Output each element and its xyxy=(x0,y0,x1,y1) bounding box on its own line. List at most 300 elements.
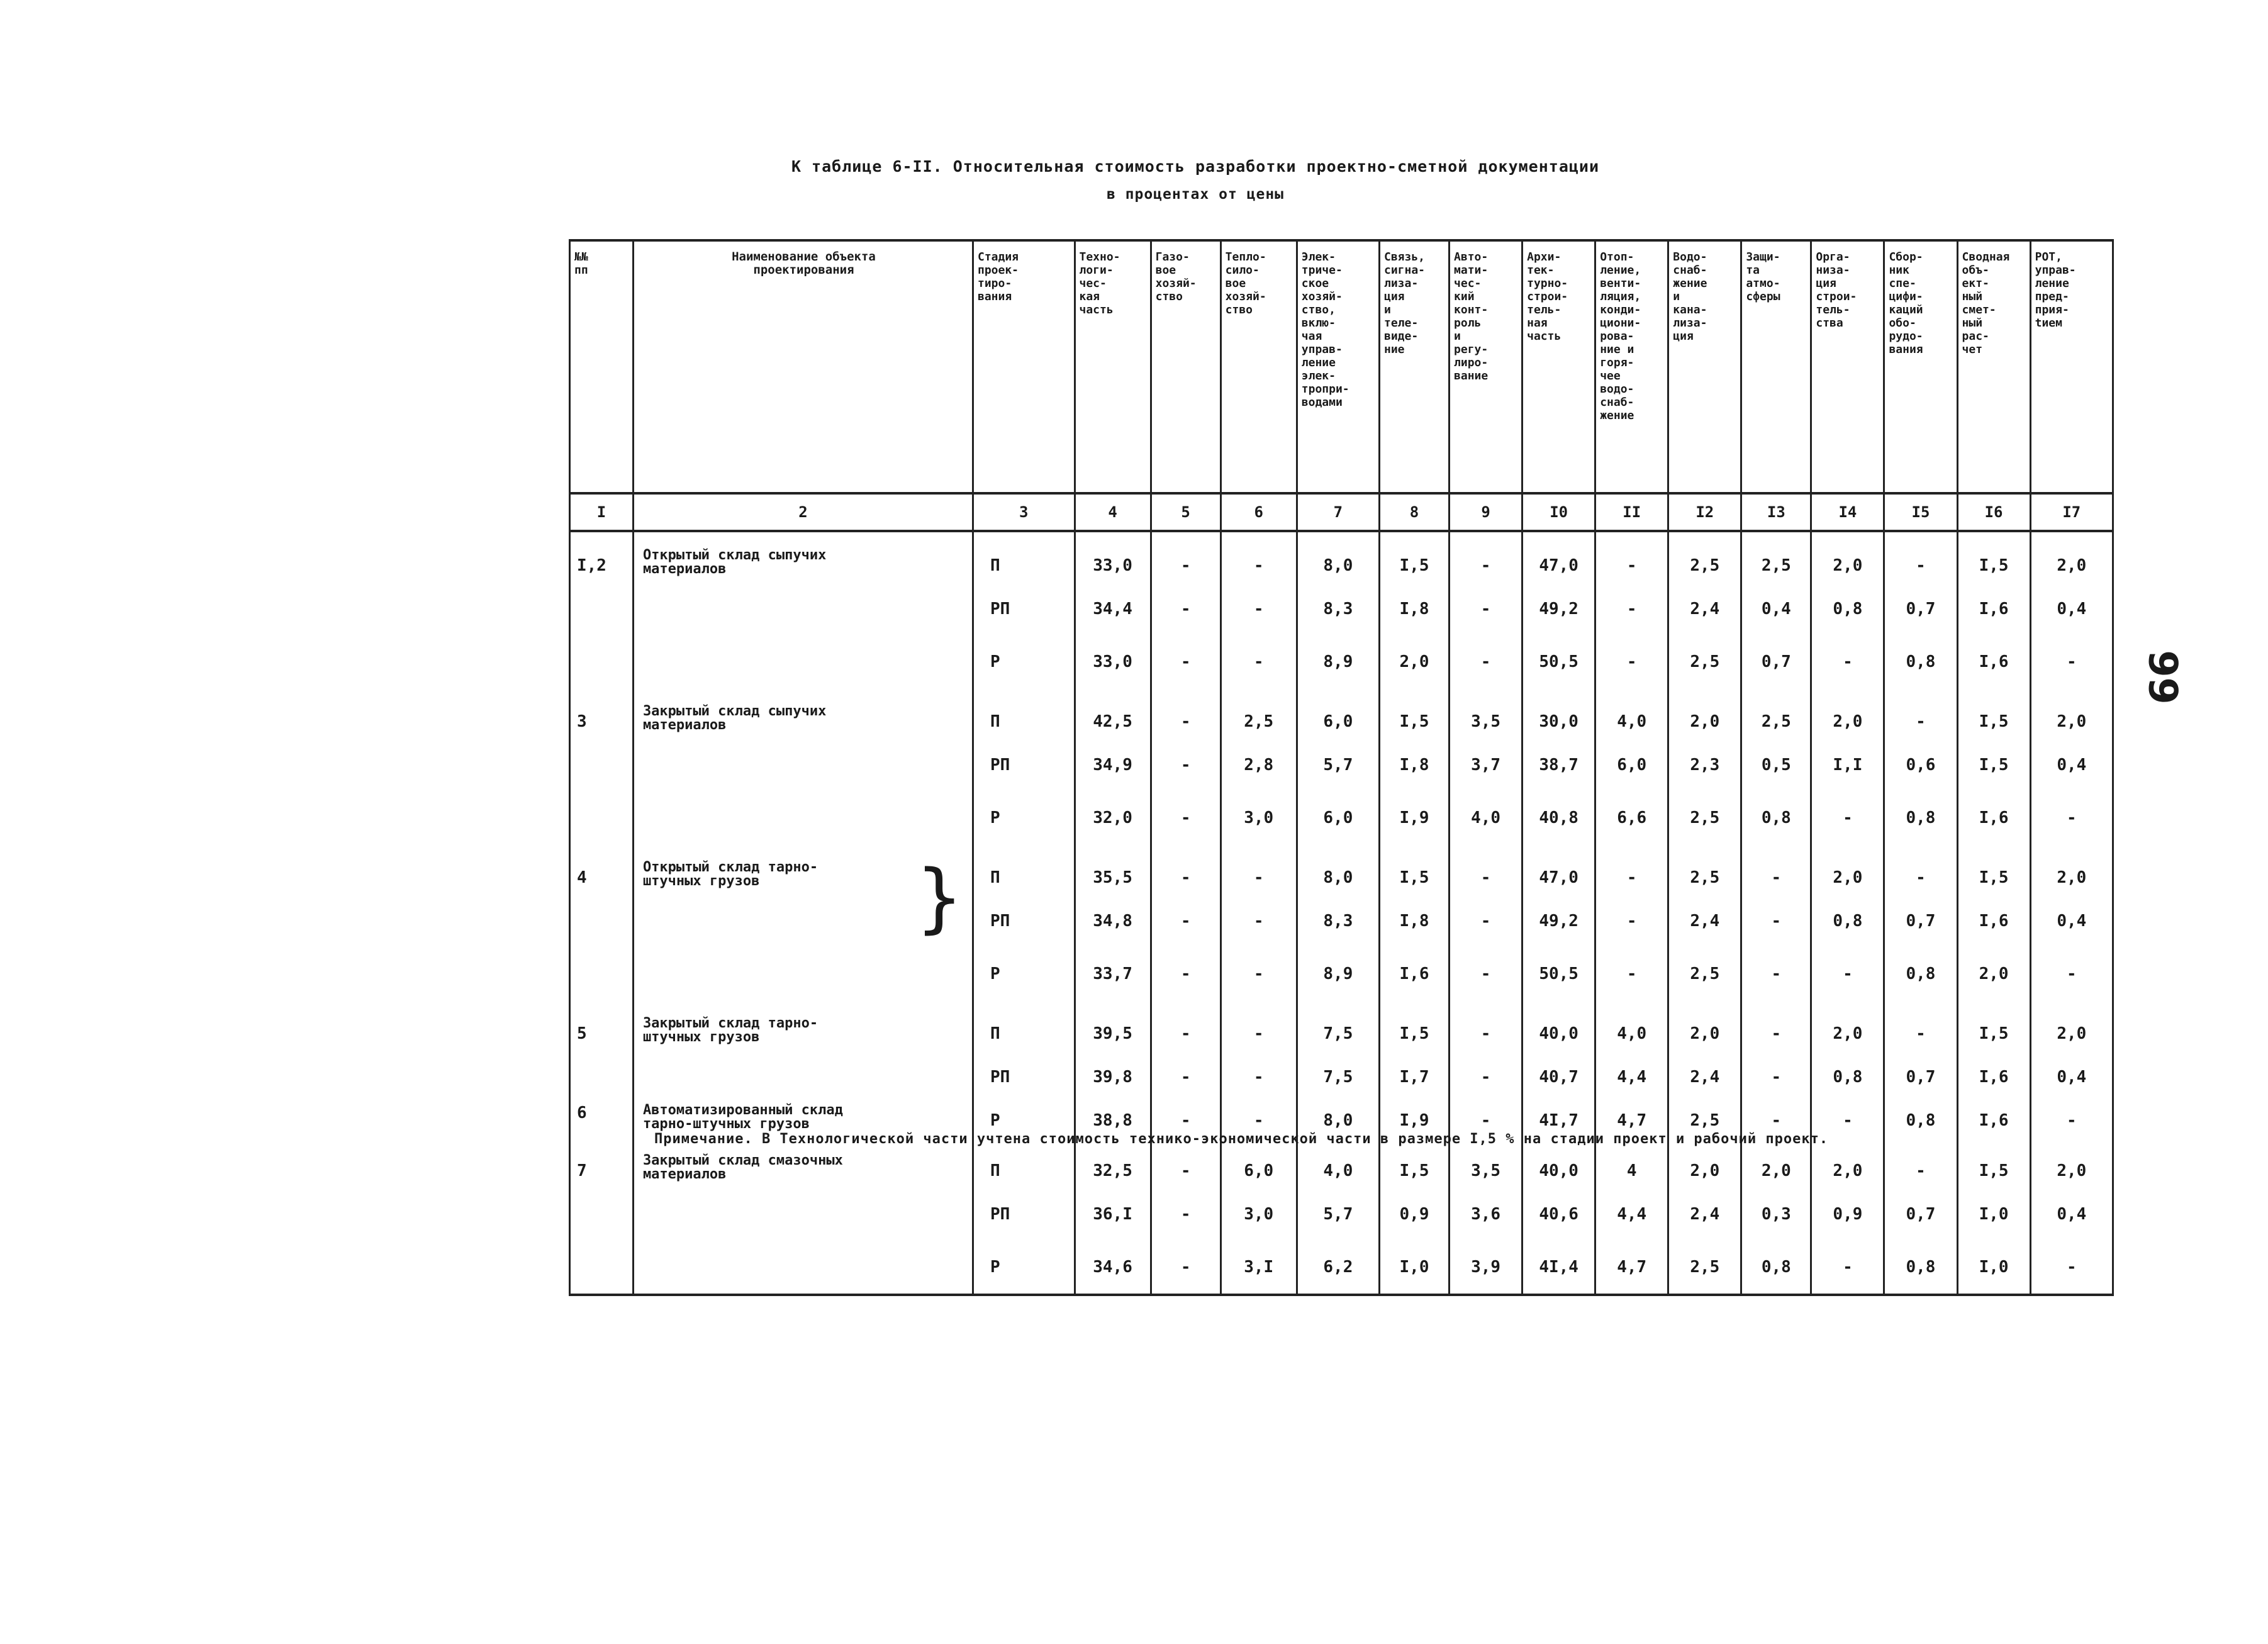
column-number-1: I xyxy=(570,493,634,531)
value-cell-col-5: - xyxy=(1151,948,1221,1000)
value-cell-col-4: 33,0 xyxy=(1075,635,1151,688)
value-cell-col-6: 2,5 xyxy=(1221,688,1297,739)
value-cell-col-12: 2,5 xyxy=(1668,635,1741,688)
value-cell-col-14: 0,8 xyxy=(1811,1051,1884,1104)
column-header-12: Водо- снаб- жение и кана- лиза- ция xyxy=(1668,240,1741,493)
value-cell-col-11: - xyxy=(1595,844,1668,895)
table-row xyxy=(570,1000,2113,1051)
table-row xyxy=(570,739,2113,791)
column-header-9: Авто- мати- чес- кий конт- роль и регу- лиро- вание xyxy=(1450,240,1522,493)
value-cell-col-15: - xyxy=(1884,1138,1957,1188)
value-cell-col-11: 4 xyxy=(1595,1138,1668,1188)
column-number-11: II xyxy=(1595,493,1668,531)
column-number-3: 3 xyxy=(973,493,1075,531)
value-cell-col-10: 40,6 xyxy=(1522,1188,1595,1241)
table-title: К таблице 6-II. Относительная стоимость разработки проектно-сметной документации xyxy=(791,157,1600,176)
value-cell-col-10: 38,7 xyxy=(1522,739,1595,791)
value-cell-col-7: 6,0 xyxy=(1297,791,1379,844)
value-cell-col-13: - xyxy=(1741,895,1811,948)
value-cell-col-8: I,5 xyxy=(1380,1000,1450,1051)
value-cell-col-4: 34,6 xyxy=(1075,1241,1151,1295)
value-cell-col-10: 49,2 xyxy=(1522,895,1595,948)
column-header-16: Сводная объ- ект- ный смет- ный рас- чет xyxy=(1957,240,2030,493)
value-cell-col-14: 0,8 xyxy=(1811,583,1884,635)
table-row xyxy=(570,1188,2113,1241)
stage-cell: РП xyxy=(973,1051,1075,1104)
value-cell-col-14: 2,0 xyxy=(1811,1000,1884,1051)
value-cell-col-12: 2,4 xyxy=(1668,895,1741,948)
value-cell-col-15: 0,8 xyxy=(1884,1104,1957,1138)
value-cell-col-6: 3,0 xyxy=(1221,791,1297,844)
row-number: 4 xyxy=(570,844,634,895)
value-cell-col-17: 2,0 xyxy=(2030,688,2113,739)
value-cell-col-15: 0,7 xyxy=(1884,1188,1957,1241)
value-cell-col-17: - xyxy=(2030,635,2113,688)
row-number: I,2 xyxy=(570,531,634,583)
empty-cell xyxy=(633,1051,973,1104)
value-cell-col-13: - xyxy=(1741,1051,1811,1104)
value-cell-col-14: 2,0 xyxy=(1811,531,1884,583)
value-cell-col-11: 6,6 xyxy=(1595,791,1668,844)
empty-cell xyxy=(570,635,634,688)
value-cell-col-9: 4,0 xyxy=(1450,791,1522,844)
value-cell-col-15: - xyxy=(1884,688,1957,739)
value-cell-col-12: 2,5 xyxy=(1668,531,1741,583)
table-row xyxy=(570,635,2113,688)
row-number: 3 xyxy=(570,688,634,739)
column-header-1: №№ пп xyxy=(570,240,634,493)
value-cell-col-7: 4,0 xyxy=(1297,1138,1379,1188)
value-cell-col-6: - xyxy=(1221,1051,1297,1104)
empty-cell xyxy=(570,739,634,791)
footnote: Примечание. В Технологической части учтена стоимость технико-экономической части в размере I,5 % на стадии проект и рабочий проект. xyxy=(654,1131,1829,1147)
value-cell-col-10: 4I,7 xyxy=(1522,1104,1595,1138)
value-cell-col-7: 8,0 xyxy=(1297,531,1379,583)
value-cell-col-6: 3,I xyxy=(1221,1241,1297,1295)
value-cell-col-12: 2,0 xyxy=(1668,688,1741,739)
column-number-5: 5 xyxy=(1151,493,1221,531)
value-cell-col-12: 2,5 xyxy=(1668,948,1741,1000)
value-cell-col-7: 8,0 xyxy=(1297,1104,1379,1138)
value-cell-col-11: 4,4 xyxy=(1595,1188,1668,1241)
value-cell-col-9: - xyxy=(1450,844,1522,895)
value-cell-col-11: - xyxy=(1595,635,1668,688)
value-cell-col-15: 0,8 xyxy=(1884,948,1957,1000)
value-cell-col-15: 0,7 xyxy=(1884,1051,1957,1104)
value-cell-col-16: I,5 xyxy=(1957,531,2030,583)
column-number-12: I2 xyxy=(1668,493,1741,531)
value-cell-col-17: - xyxy=(2030,791,2113,844)
row-number: 5 xyxy=(570,1000,634,1051)
empty-cell xyxy=(570,791,634,844)
value-cell-col-8: I,5 xyxy=(1380,844,1450,895)
table-row xyxy=(570,895,2113,948)
value-cell-col-16: I,6 xyxy=(1957,895,2030,948)
value-cell-col-5: - xyxy=(1151,1000,1221,1051)
value-cell-col-11: 4,0 xyxy=(1595,688,1668,739)
value-cell-col-17: 2,0 xyxy=(2030,1000,2113,1051)
value-cell-col-12: 2,4 xyxy=(1668,1188,1741,1241)
column-number-8: 8 xyxy=(1380,493,1450,531)
value-cell-col-4: 32,5 xyxy=(1075,1138,1151,1188)
value-cell-col-16: I,6 xyxy=(1957,1051,2030,1104)
column-header-2: Наименование объекта проектирования xyxy=(633,240,973,493)
value-cell-col-7: 7,5 xyxy=(1297,1000,1379,1051)
value-cell-col-17: 0,4 xyxy=(2030,1188,2113,1241)
value-cell-col-11: - xyxy=(1595,583,1668,635)
empty-cell xyxy=(570,583,634,635)
value-cell-col-8: I,8 xyxy=(1380,895,1450,948)
value-cell-col-6: - xyxy=(1221,1000,1297,1051)
value-cell-col-13: 2,5 xyxy=(1741,688,1811,739)
value-cell-col-9: - xyxy=(1450,583,1522,635)
value-cell-col-13: 2,0 xyxy=(1741,1138,1811,1188)
value-cell-col-11: 4,7 xyxy=(1595,1241,1668,1295)
column-header-4: Техно- логи- чес- кая часть xyxy=(1075,240,1151,493)
value-cell-col-4: 32,0 xyxy=(1075,791,1151,844)
object-name: Открытый склад сыпучих материалов xyxy=(633,531,973,583)
column-number-4: 4 xyxy=(1075,493,1151,531)
value-cell-col-5: - xyxy=(1151,1241,1221,1295)
value-cell-col-7: 7,5 xyxy=(1297,1051,1379,1104)
value-cell-col-14: 0,8 xyxy=(1811,895,1884,948)
empty-cell xyxy=(633,739,973,791)
table-row xyxy=(570,1051,2113,1104)
value-cell-col-8: I,5 xyxy=(1380,531,1450,583)
stage-cell: РП xyxy=(973,895,1075,948)
value-cell-col-8: 0,9 xyxy=(1380,1188,1450,1241)
stage-cell: П xyxy=(973,531,1075,583)
value-cell-col-9: - xyxy=(1450,948,1522,1000)
column-header-15: Сбор- ник спе- цифи- каций обо- рудо- вания xyxy=(1884,240,1957,493)
column-number-10: I0 xyxy=(1522,493,1595,531)
column-header-17: РОТ, управ- ление пред- прия- tием xyxy=(2030,240,2113,493)
value-cell-col-14: 0,9 xyxy=(1811,1188,1884,1241)
value-cell-col-7: 5,7 xyxy=(1297,739,1379,791)
value-cell-col-6: 2,8 xyxy=(1221,739,1297,791)
value-cell-col-7: 8,3 xyxy=(1297,583,1379,635)
empty-cell xyxy=(633,948,973,1000)
stage-cell: П xyxy=(973,1000,1075,1051)
column-number-17: I7 xyxy=(2030,493,2113,531)
object-name: Автоматизированный склад тарно-штучных грузов xyxy=(633,1104,973,1138)
value-cell-col-12: 2,4 xyxy=(1668,1051,1741,1104)
value-cell-col-6: - xyxy=(1221,635,1297,688)
value-cell-col-7: 6,2 xyxy=(1297,1241,1379,1295)
value-cell-col-9: - xyxy=(1450,1051,1522,1104)
empty-cell xyxy=(633,1188,973,1241)
value-cell-col-11: 4,4 xyxy=(1595,1051,1668,1104)
value-cell-col-8: I,8 xyxy=(1380,583,1450,635)
value-cell-col-13: - xyxy=(1741,1104,1811,1138)
column-number-14: I4 xyxy=(1811,493,1884,531)
value-cell-col-9: - xyxy=(1450,895,1522,948)
value-cell-col-12: 2,4 xyxy=(1668,583,1741,635)
row-number: 7 xyxy=(570,1138,634,1188)
value-cell-col-7: 6,0 xyxy=(1297,688,1379,739)
value-cell-col-10: 49,2 xyxy=(1522,583,1595,635)
table-row xyxy=(570,688,2113,739)
value-cell-col-6: - xyxy=(1221,583,1297,635)
column-number-6: 6 xyxy=(1221,493,1297,531)
empty-cell xyxy=(570,1241,634,1295)
empty-cell xyxy=(570,948,634,1000)
value-cell-col-4: 42,5 xyxy=(1075,688,1151,739)
value-cell-col-5: - xyxy=(1151,635,1221,688)
column-number-row xyxy=(570,493,2113,531)
value-cell-col-15: - xyxy=(1884,531,1957,583)
value-cell-col-8: I,5 xyxy=(1380,1138,1450,1188)
value-cell-col-15: 0,8 xyxy=(1884,635,1957,688)
column-number-9: 9 xyxy=(1450,493,1522,531)
value-cell-col-17: - xyxy=(2030,1104,2113,1138)
value-cell-col-5: - xyxy=(1151,1188,1221,1241)
value-cell-col-9: 3,5 xyxy=(1450,688,1522,739)
value-cell-col-12: 2,0 xyxy=(1668,1138,1741,1188)
empty-cell xyxy=(570,895,634,948)
value-cell-col-9: 3,7 xyxy=(1450,739,1522,791)
table-subtitle: в процентах от цены xyxy=(1106,186,1285,203)
value-cell-col-16: I,5 xyxy=(1957,844,2030,895)
value-cell-col-16: I,6 xyxy=(1957,635,2030,688)
value-cell-col-15: 0,7 xyxy=(1884,583,1957,635)
value-cell-col-13: 0,8 xyxy=(1741,791,1811,844)
value-cell-col-12: 2,3 xyxy=(1668,739,1741,791)
value-cell-col-4: 34,4 xyxy=(1075,583,1151,635)
value-cell-col-4: 34,8 xyxy=(1075,895,1151,948)
value-cell-col-5: - xyxy=(1151,739,1221,791)
value-cell-col-16: I,5 xyxy=(1957,1000,2030,1051)
empty-cell xyxy=(570,1051,634,1104)
table-row xyxy=(570,583,2113,635)
column-header-5: Газо- вое хозяй- ство xyxy=(1151,240,1221,493)
value-cell-col-13: 2,5 xyxy=(1741,531,1811,583)
column-header-7: Элек- триче- ское хозяй- ство, вклю- чая управ- ление элек- тропри- водами xyxy=(1297,240,1379,493)
value-cell-col-7: 8,9 xyxy=(1297,635,1379,688)
value-cell-col-9: - xyxy=(1450,1104,1522,1138)
empty-cell xyxy=(633,1241,973,1295)
value-cell-col-5: - xyxy=(1151,1138,1221,1188)
value-cell-col-8: I,9 xyxy=(1380,791,1450,844)
value-cell-col-8: I,9 xyxy=(1380,1104,1450,1138)
object-name: Открытый склад тарно- штучных грузов xyxy=(633,844,973,895)
value-cell-col-5: - xyxy=(1151,844,1221,895)
stage-cell: П xyxy=(973,1138,1075,1188)
value-cell-col-13: 0,3 xyxy=(1741,1188,1811,1241)
value-cell-col-14: 2,0 xyxy=(1811,844,1884,895)
value-cell-col-8: I,6 xyxy=(1380,948,1450,1000)
value-cell-col-12: 2,5 xyxy=(1668,791,1741,844)
value-cell-col-10: 30,0 xyxy=(1522,688,1595,739)
table-row xyxy=(570,531,2113,583)
value-cell-col-6: 6,0 xyxy=(1221,1138,1297,1188)
value-cell-col-16: I,0 xyxy=(1957,1241,2030,1295)
value-cell-col-10: 40,0 xyxy=(1522,1000,1595,1051)
value-cell-col-13: 0,5 xyxy=(1741,739,1811,791)
object-name: Закрытый склад смазочных материалов xyxy=(633,1138,973,1188)
value-cell-col-12: 2,5 xyxy=(1668,1241,1741,1295)
value-cell-col-13: - xyxy=(1741,844,1811,895)
value-cell-col-7: 8,0 xyxy=(1297,844,1379,895)
value-cell-col-12: 2,0 xyxy=(1668,1000,1741,1051)
value-cell-col-4: 35,5 xyxy=(1075,844,1151,895)
value-cell-col-17: 2,0 xyxy=(2030,844,2113,895)
value-cell-col-10: 40,0 xyxy=(1522,1138,1595,1188)
value-cell-col-13: - xyxy=(1741,1000,1811,1051)
empty-cell xyxy=(633,791,973,844)
value-cell-col-4: 39,8 xyxy=(1075,1051,1151,1104)
value-cell-col-7: 5,7 xyxy=(1297,1188,1379,1241)
value-cell-col-7: 8,3 xyxy=(1297,895,1379,948)
value-cell-col-15: - xyxy=(1884,1000,1957,1051)
value-cell-col-15: 0,8 xyxy=(1884,1241,1957,1295)
value-cell-col-4: 33,0 xyxy=(1075,531,1151,583)
value-cell-col-5: - xyxy=(1151,583,1221,635)
stage-cell: П xyxy=(973,688,1075,739)
value-cell-col-10: 4I,4 xyxy=(1522,1241,1595,1295)
value-cell-col-17: 2,0 xyxy=(2030,1138,2113,1188)
value-cell-col-11: 6,0 xyxy=(1595,739,1668,791)
value-cell-col-14: - xyxy=(1811,1241,1884,1295)
column-header-8: Связь, сигна- лиза- ция и теле- виде- ние xyxy=(1380,240,1450,493)
value-cell-col-10: 47,0 xyxy=(1522,844,1595,895)
empty-cell xyxy=(633,583,973,635)
value-cell-col-10: 40,8 xyxy=(1522,791,1595,844)
stage-cell: П xyxy=(973,844,1075,895)
value-cell-col-11: - xyxy=(1595,895,1668,948)
stage-cell: Р xyxy=(973,791,1075,844)
value-cell-col-5: - xyxy=(1151,1104,1221,1138)
value-cell-col-10: 40,7 xyxy=(1522,1051,1595,1104)
value-cell-col-13: 0,8 xyxy=(1741,1241,1811,1295)
page-number: 99 xyxy=(2140,650,2186,705)
table-row xyxy=(570,844,2113,895)
value-cell-col-14: - xyxy=(1811,635,1884,688)
value-cell-col-16: I,6 xyxy=(1957,791,2030,844)
value-cell-col-5: - xyxy=(1151,895,1221,948)
value-cell-col-5: - xyxy=(1151,791,1221,844)
stage-cell: РП xyxy=(973,1188,1075,1241)
value-cell-col-14: - xyxy=(1811,791,1884,844)
stage-cell: Р xyxy=(973,635,1075,688)
value-cell-col-4: 34,9 xyxy=(1075,739,1151,791)
value-cell-col-17: - xyxy=(2030,948,2113,1000)
value-cell-col-16: 2,0 xyxy=(1957,948,2030,1000)
value-cell-col-16: I,5 xyxy=(1957,688,2030,739)
value-cell-col-17: 0,4 xyxy=(2030,739,2113,791)
value-cell-col-13: - xyxy=(1741,948,1811,1000)
row-number: 6 xyxy=(570,1104,634,1138)
table-row xyxy=(570,1241,2113,1295)
value-cell-col-5: - xyxy=(1151,1051,1221,1104)
value-cell-col-9: - xyxy=(1450,1000,1522,1051)
column-number-15: I5 xyxy=(1884,493,1957,531)
value-cell-col-5: - xyxy=(1151,531,1221,583)
value-cell-col-4: 36,I xyxy=(1075,1188,1151,1241)
value-cell-col-8: I,7 xyxy=(1380,1051,1450,1104)
object-name: Закрытый склад сыпучих материалов xyxy=(633,688,973,739)
value-cell-col-17: - xyxy=(2030,1241,2113,1295)
value-cell-col-11: - xyxy=(1595,531,1668,583)
column-header-13: Защи- та атмо- сферы xyxy=(1741,240,1811,493)
value-cell-col-11: 4,0 xyxy=(1595,1000,1668,1051)
value-cell-col-14: - xyxy=(1811,948,1884,1000)
column-number-2: 2 xyxy=(633,493,973,531)
value-cell-col-6: - xyxy=(1221,531,1297,583)
empty-cell xyxy=(570,1188,634,1241)
stage-cell: РП xyxy=(973,739,1075,791)
value-cell-col-8: I,0 xyxy=(1380,1241,1450,1295)
value-cell-col-15: 0,7 xyxy=(1884,895,1957,948)
value-cell-col-9: 3,6 xyxy=(1450,1188,1522,1241)
column-header-14: Орга- низа- ция строи- тель- ства xyxy=(1811,240,1884,493)
object-name: Закрытый склад тарно- штучных грузов xyxy=(633,1000,973,1051)
value-cell-col-11: 4,7 xyxy=(1595,1104,1668,1138)
value-cell-col-10: 50,5 xyxy=(1522,635,1595,688)
value-cell-col-6: - xyxy=(1221,948,1297,1000)
empty-cell xyxy=(633,635,973,688)
stage-cell: РП xyxy=(973,583,1075,635)
value-cell-col-9: - xyxy=(1450,635,1522,688)
value-cell-col-8: I,8 xyxy=(1380,739,1450,791)
value-cell-col-4: 38,8 xyxy=(1075,1104,1151,1138)
value-cell-col-7: 8,9 xyxy=(1297,948,1379,1000)
group-brace: } xyxy=(915,854,964,942)
header-row xyxy=(570,240,2113,493)
value-cell-col-5: - xyxy=(1151,688,1221,739)
column-number-16: I6 xyxy=(1957,493,2030,531)
value-cell-col-16: I,6 xyxy=(1957,1104,2030,1138)
value-cell-col-10: 47,0 xyxy=(1522,531,1595,583)
value-cell-col-4: 33,7 xyxy=(1075,948,1151,1000)
value-cell-col-16: I,0 xyxy=(1957,1188,2030,1241)
table-body xyxy=(570,531,2113,1295)
value-cell-col-8: I,5 xyxy=(1380,688,1450,739)
stage-cell: Р xyxy=(973,1241,1075,1295)
value-cell-col-15: 0,8 xyxy=(1884,791,1957,844)
value-cell-col-16: I,6 xyxy=(1957,583,2030,635)
table-row xyxy=(570,948,2113,1000)
value-cell-col-16: I,5 xyxy=(1957,739,2030,791)
value-cell-col-6: 3,0 xyxy=(1221,1188,1297,1241)
value-cell-col-9: - xyxy=(1450,531,1522,583)
value-cell-col-10: 50,5 xyxy=(1522,948,1595,1000)
value-cell-col-17: 2,0 xyxy=(2030,531,2113,583)
column-number-13: I3 xyxy=(1741,493,1811,531)
value-cell-col-14: 2,0 xyxy=(1811,688,1884,739)
value-cell-col-9: 3,5 xyxy=(1450,1138,1522,1188)
value-cell-col-15: - xyxy=(1884,844,1957,895)
value-cell-col-15: 0,6 xyxy=(1884,739,1957,791)
column-header-6: Тепло- сило- вое хозяй- ство xyxy=(1221,240,1297,493)
value-cell-col-8: 2,0 xyxy=(1380,635,1450,688)
value-cell-col-17: 0,4 xyxy=(2030,895,2113,948)
stage-cell: Р xyxy=(973,948,1075,1000)
value-cell-col-4: 39,5 xyxy=(1075,1000,1151,1051)
value-cell-col-14: 2,0 xyxy=(1811,1138,1884,1188)
value-cell-col-9: 3,9 xyxy=(1450,1241,1522,1295)
value-cell-col-14: - xyxy=(1811,1104,1884,1138)
value-cell-col-17: 0,4 xyxy=(2030,1051,2113,1104)
column-header-11: Отоп- ление, венти- ляция, конди- циони- рова- ние и горя- чее водо- снаб- жение xyxy=(1595,240,1668,493)
value-cell-col-11: - xyxy=(1595,948,1668,1000)
value-cell-col-6: - xyxy=(1221,844,1297,895)
table-row xyxy=(570,791,2113,844)
value-cell-col-13: 0,7 xyxy=(1741,635,1811,688)
value-cell-col-16: I,5 xyxy=(1957,1138,2030,1188)
column-header-3: Стадия проек- тиро- вания xyxy=(973,240,1075,493)
column-number-7: 7 xyxy=(1297,493,1379,531)
